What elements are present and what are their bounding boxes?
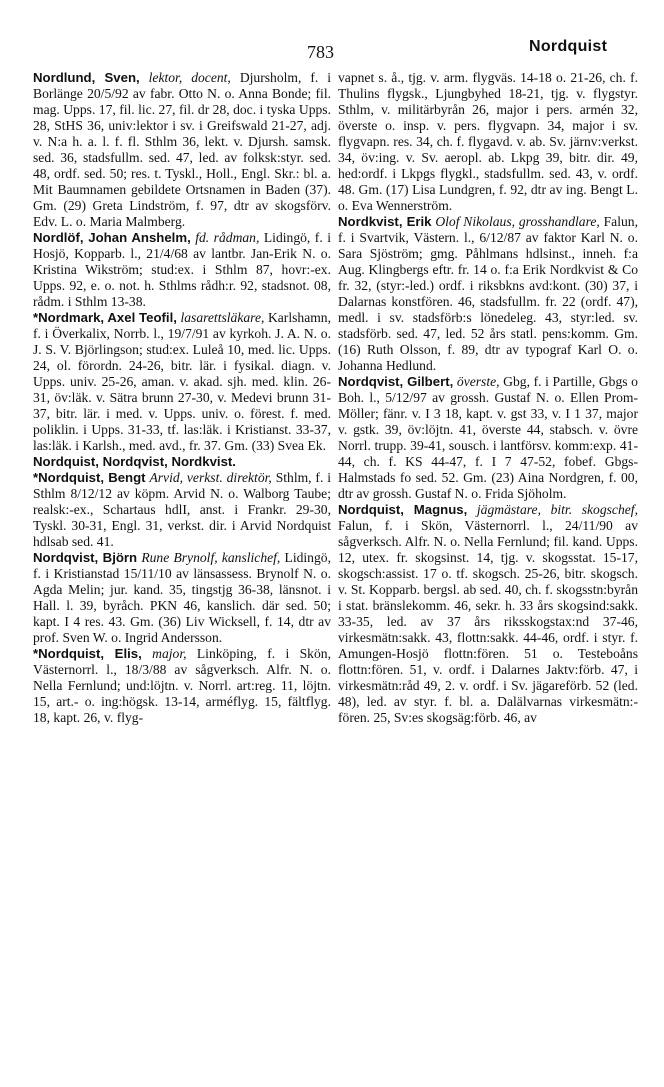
- entry-role: lektor, docent,: [148, 70, 231, 85]
- entry-nordkvist-erik: [338, 214, 638, 374]
- entry-text: Sthlm, f. i Sthlm 8/12/12 av köpm. Arvid N. o. Walborg Taube; realsk:-ex., Schartaus hdlI, anst. i Frankr. 29-30, Tyskl. 30-31, Engl. 31, verkst. dir. i Arvid Nordquist hdlsab sed. 41.: [33, 470, 332, 549]
- entry-role: jägmästare, bitr. skogschef,: [476, 502, 638, 517]
- entry-text: Linköping, f. i Skön, Västernorrl. l., 18/3/88 av sågverksch. Alfr. N. o. Nella Fernlund; und:löjtn. v. Norrl. art:reg. 11, löjtn. 15, art.- o. ing:högsk. 13-14, arméflyg. 15, fältflyg. 18, kapt. 26, v. flyg-: [33, 646, 331, 725]
- entry-nordquist-bengt: [33, 470, 331, 550]
- entry-nordmark: [33, 310, 331, 454]
- entry-role: lasarettsläkare,: [180, 310, 265, 325]
- entry-text: Falun, f. i Svartvik, Västern. l., 6/12/87 av faktor Karl N. o. Sara Sjöström; gmg. Påhlmans hdlsinst., inneh. f:a Aug. Klingbergs eftr. fr. 14 o. f:a Erik Nordkvist & Co fr. 32, (styr:-led.) ordf. i riksbkns avd:kont. (30) 37, i Dalarnas konstfören. 46, stadsfullm. fr. 22 (ordf. 47), medl. i sv. stadsförb:s lönedeleg. 43, styr:led. sv. stadsförb. sed. 47, led. 52 års statl. pens:komm. Gm. (16) Ruth Olsson, f. 89, dtr av typograf Karl O. o. Johanna Hedlund.: [338, 214, 638, 373]
- entry-head: Nordqvist, Gilbert,: [338, 374, 454, 389]
- entry-text: Lidingö, f. i Kristianstad 15/11/10 av länsassess. Brynolf N. o. Agda Melin; jur. kand. 35, tingstjg 36-38, länsnot. i Hall. l. 39, byråch. PKN 46, kanslich. där sed. 50; kapt. I 4 res. 43. Gm. (36) Liv Wicksell, f. 14, dtr av prof. Sven W. o. Ingrid Andersson.: [33, 550, 331, 645]
- entry-role: major,: [152, 646, 187, 661]
- entry-nordquist-group: [33, 454, 331, 470]
- entry-role: Rune Brynolf, kanslichef,: [141, 550, 281, 565]
- entry-text: Djursholm, f. i Borlänge 20/5/92 av fabr. Otto N. o. Anna Bonde; fil. mag. Upps. 17, fil. lic. 27, fil. dr 28, doc. i tyska Upps. 28, StHS 36, univ:lektor i sv. i Greifswald 21-27, adj. v. N:a h. a. l. f. fl. Sthlm 36, lekt. v. Djursh. samsk. sed. 36, stadsfullm. sed. 47, led. av folksk:styr. sed. 48, ordf. sed. 50; res. t. Tyskl., Holl., Engl. Skr.: bl. a. Mit Baumnamen gebildete Ortsnamen in Baden (37). Gm. (29) Greta Lindström, f. 97, dtr av skogsförv. Edv. L. o. Maria Malmberg.: [33, 70, 331, 229]
- entry-head: Nordqvist, Björn: [33, 550, 138, 565]
- entry-head: *Nordmark, Axel Teofil,: [33, 310, 177, 325]
- page-number: 783: [307, 42, 334, 62]
- entry-text: Falun, f. i Skön, Västernorrl. l., 24/11/90 av sågverksch. Alfr. N. o. Nella Fernlund; fil. kand. Upps. 12, utex. fr. skogsinst. 14, tjg. v. skogsstat. 15-17, skogsch:assist. 17 o. tf. skogsch. 25-26, bitr. skogsch. v. St. Kopparb. bergsl. ab sed. 40, ch. f. skogsstn:byrån i stat. bränslekomm. 46, sekr. h. 33 års skogsind:sakk. 33-35, led. av 37 års riksskogstax:nd 37-46, virkesmätn:sakk. 43, flottn:sakk. 44-46, ordf. i styr. f. Amungen-Hosjö flottn:fören. 51 o. Testeboåns flottn:fören. 51, v. ordf. i Dalarnes Jaktv:förb. 47, i virkesmätn:råd 49, 2. v. ordf. i Sv. jägareförb. 52 (led. 48), led. av styr. f. bl. a. Dalälvarnas virkesmätn:-fören. 25, Sv:es skogsäg:förb. 46, av: [338, 518, 638, 725]
- entry-text: vapnet s. å., tjg. v. arm. flygväs. 14-18 o. 21-26, ch. f. Thulins flygsk., Ljungbyhed 18-21, tjg. v. flygstyr. Sthlm, v. militärbyrån 26, major i pers. armén 32, överste o. insp. v. pers. flygvapn. 34, major i sv. flygvapn. res. 34, ch. f. flygavd. v. ab. Sv. järnv:verkst. 34, öv:ing. v. Sv. aeropl. ab. Lkpg 39, bitr. dir. 49, hed:ordf. i Lkpgs flygkl., stadsfullm. sed. 43, v. ordf. 48. Gm. (17) Lisa Lundgren, f. 92, dtr av ing. Bengt L. o. Eva Wennerström.: [338, 70, 638, 213]
- running-head: Nordquist: [529, 38, 608, 55]
- entry-head: Nordkvist, Erik: [338, 214, 432, 229]
- entry-head: *Nordquist, Elis,: [33, 646, 142, 661]
- left-column: [33, 70, 331, 726]
- entry-nordlof: [33, 230, 331, 310]
- entry-nordqvist-gilbert: [338, 374, 638, 502]
- entry-elis-continued: [338, 70, 638, 214]
- entry-nordlund: [33, 70, 331, 230]
- entry-role: Arvid, verkst. direktör,: [149, 470, 272, 485]
- entry-nordqvist-bjorn: [33, 550, 331, 646]
- entry-head: Nordquist, Nordqvist, Nordkvist.: [33, 454, 236, 469]
- entry-head: Nordlund, Sven,: [33, 70, 140, 85]
- right-column: [338, 70, 638, 726]
- entry-head: Nordquist, Magnus,: [338, 502, 468, 517]
- entry-role: överste,: [456, 374, 500, 389]
- entry-nordquist-elis: [33, 646, 331, 726]
- entry-role: fd. rådman,: [195, 230, 260, 245]
- entry-head: Nordlöf, Johan Anshelm,: [33, 230, 191, 245]
- entry-text: Gbg, f. i Partille, Gbgs o Boh. l., 5/12/97 av grossh. Gustaf N. o. Ellen Prom-Möller; fänr. v. I 3 18, kapt. v. gst 33, v. I 1 37, major v. gstk. 39, öv:löjtn. 41, överste 44, stabsch. v. övre Norrl. trupp. 39-41, sousch. i lantförsv. komm:exp. 41-44, ch. f. KS 44-47, f. I 7 47-52, fobef. Gbgs-Halmstads fo sed. 52. Gm. (23) Aina Nordgren, f. 00, dtr av grossh. Gustaf N. o. Frida Sjöholm.: [338, 374, 638, 501]
- entry-text: Karlshamn, f. i Överkalix, Norrb. l., 19/7/91 av kyrkoh. J. A. N. o. J. S. V. Björlingson; stud:ex. Luleå 10, med. lic. Upps. 24, ol. förordn. 24-26, bitr. lär. i fysikal. diagn. v. Upps. univ. 25-26, aman. v. akad. sjh. med. klin. 26-31, öv:läk. v. Sätra brunn 27-30, v. Medevi brunn 31-37, bitr. lär. i med. v. Upps. univ. o. förest. f. med. poliklin. i Upps. 31-33, tf. las:läk. i Kristianst. 33-37, las:läk. i Karlsh., med. avd., fr. 37. Gm. (33) Svea Ek.: [33, 310, 331, 453]
- entry-nordquist-magnus: [338, 502, 638, 726]
- entry-role: Olof Nikolaus, grosshandlare,: [435, 214, 600, 229]
- entry-head: *Nordquist, Bengt: [33, 470, 146, 485]
- entry-text: Lidingö, f. i Hosjö, Kopparb. l., 21/4/68 av lantbr. Jan-Erik N. o. Kristina Wikström; stud:ex. i Sthlm 87, hovr:-ex. Upps. 92, e. o. not. h. Sthlms rådh:r. 92, stadsnot. 08, rådm. i Sthlm 13-38.: [33, 230, 331, 309]
